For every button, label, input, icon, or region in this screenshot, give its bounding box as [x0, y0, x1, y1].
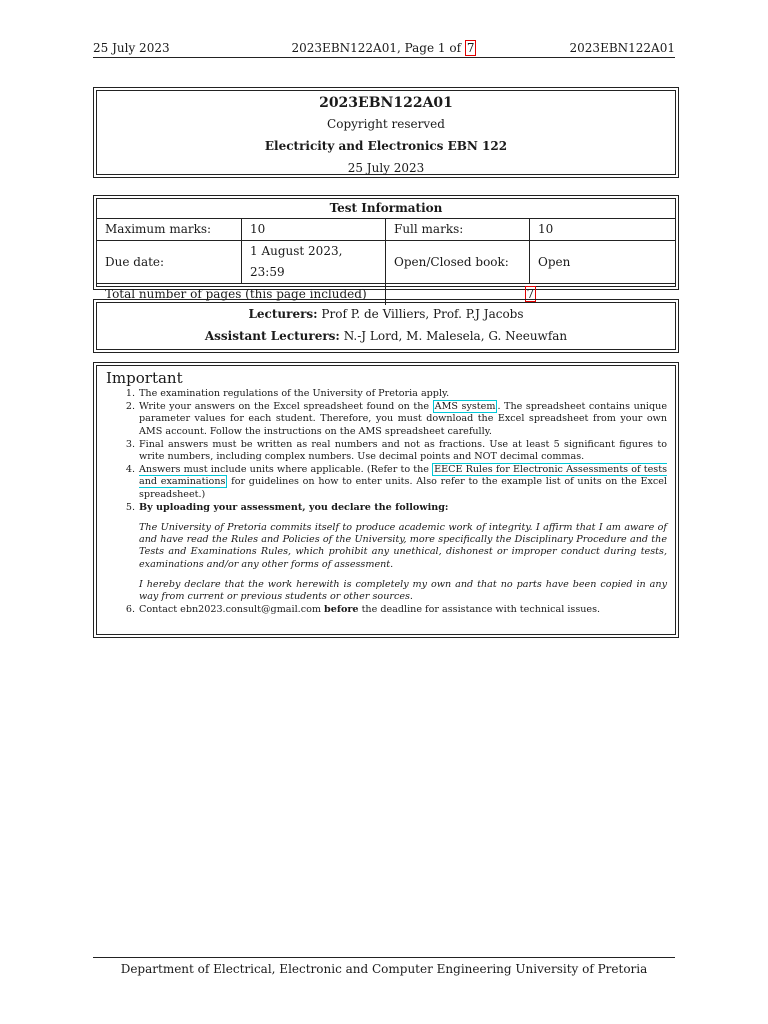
lecturers-line — [97, 307, 675, 321]
declaration-paragraph-1: The University of Pretoria commits itself to produce academic work of integrity. I affirm that I am aware of and have read the Rules and Policies of the University, more specifically the Disciplinary Procedure and the Tests and Examinations Rules, which prohibit any unethical, dishonest or improper conduct during tests, examinations and/or any other forms of assessment. — [139, 522, 667, 570]
lecturers-box — [93, 299, 679, 353]
assistants-line — [97, 329, 675, 343]
page-header — [93, 40, 675, 58]
full-marks-label: Full marks: — [386, 219, 530, 241]
test-info-table — [97, 199, 675, 305]
title-box — [93, 87, 679, 178]
header-page-text: 2023EBN122A01, Page 1 of — [291, 41, 462, 55]
list-item: 3. Final answers must be written as real numbers and not as fractions. Use at least 5 significant figures to write numbers, including complex numbers. Use decimal points and NOT decimal commas. — [125, 438, 667, 463]
test-info-box — [93, 195, 679, 301]
book-type-value: Open — [530, 241, 676, 284]
list-item: 1. The examination regulations of the University of Pretoria apply. — [125, 388, 450, 399]
page-footer: Department of Electrical, Electronic and Computer Engineering University of Pretoria — [93, 957, 675, 976]
full-marks-value: 10 — [530, 219, 676, 241]
due-date-label: Due date: — [97, 241, 242, 284]
exam-date: 25 July 2023 — [347, 161, 425, 175]
max-marks-label: Maximum marks: — [97, 219, 242, 241]
max-marks-value: 10 — [242, 219, 386, 241]
total-pages-value-link[interactable]: 7 — [526, 287, 535, 301]
header-date: 25 July 2023 — [93, 41, 170, 55]
instruction-5: By uploading your assessment, you declare the following: — [139, 501, 449, 513]
list-item: 6. Contact ebn2023.consult@gmail.com before the deadline for assistance with technical issues. — [125, 604, 601, 616]
important-title: Important — [106, 369, 183, 387]
instruction-3: Final answers must be written as real numbers and not as fractions. Use at least 5 significant figures to write numbers, including complex numbers. Use decimal points and NOT decimal commas. — [139, 438, 667, 463]
course-name: Electricity and Electronics EBN 122 — [264, 139, 508, 153]
instructions-list — [119, 388, 667, 617]
module-code: 2023EBN122A01 — [319, 95, 453, 111]
eece-rules-link[interactable]: EECE Rules for Electronic Assessments of tests and examinations — [139, 464, 667, 488]
ams-system-link[interactable]: AMS system — [434, 401, 496, 413]
total-pages-link[interactable]: 7 — [466, 41, 475, 55]
list-item: 4. Answers must include units where applicable. (Refer to the EECE Rules for Electronic Assessments of tests and examinations for guidelines on how to enter units. Also refer to the example list of units on the Excel spreadsheet.) — [125, 464, 667, 500]
assistants-names: N.-J Lord, M. Malesela, G. Neeuwfan — [343, 329, 568, 343]
test-info-heading: Test Information — [329, 201, 443, 215]
due-date-value: 1 August 2023, 23:59 — [242, 241, 386, 284]
declaration-paragraph-2: I hereby declare that the work herewith is completely my own and that no parts have been copied in any way from current or previous students or other sources. — [139, 578, 667, 603]
book-type-label: Open/Closed book: — [386, 241, 530, 284]
copyright-text: Copyright reserved — [327, 117, 445, 131]
total-pages-label: Total number of pages (this page included) — [97, 284, 386, 306]
assistants-label: Assistant Lecturers: — [204, 329, 340, 343]
lecturers-label: Lecturers: — [248, 307, 318, 321]
lecturers-names: Prof P. de Villiers, Prof. P.J Jacobs — [321, 307, 524, 321]
table-row — [97, 219, 675, 241]
header-code: 2023EBN122A01 — [569, 41, 675, 55]
instruction-1: The examination regulations of the University of Pretoria apply. — [139, 388, 450, 399]
important-box — [93, 362, 679, 638]
list-item: 5. By uploading your assessment, you declare the following: The University of Pretoria commits itself to produce academic work of integrity. I affirm that I am aware of and have read the Rules and Policies of the University, more specifically the Disciplinary Procedure and the Tests and Examinations Rules, which prohibit any unethical, dishonest or improper conduct during tests, examinations and/or any other forms of assessment. I hereby declare that the work herewith is completely my own and that no parts have been copied in any way from current or previous students or other sources. — [125, 501, 667, 603]
list-item: 2. Write your answers on the Excel spreadsheet found on the AMS system . The spreadsheet contains unique parameter values for each student. Therefore, you must download the Excel spreadsheet from your own AMS account. Follow the instructions on the AMS spreadsheet carefully. — [125, 401, 667, 437]
table-row — [97, 241, 675, 284]
